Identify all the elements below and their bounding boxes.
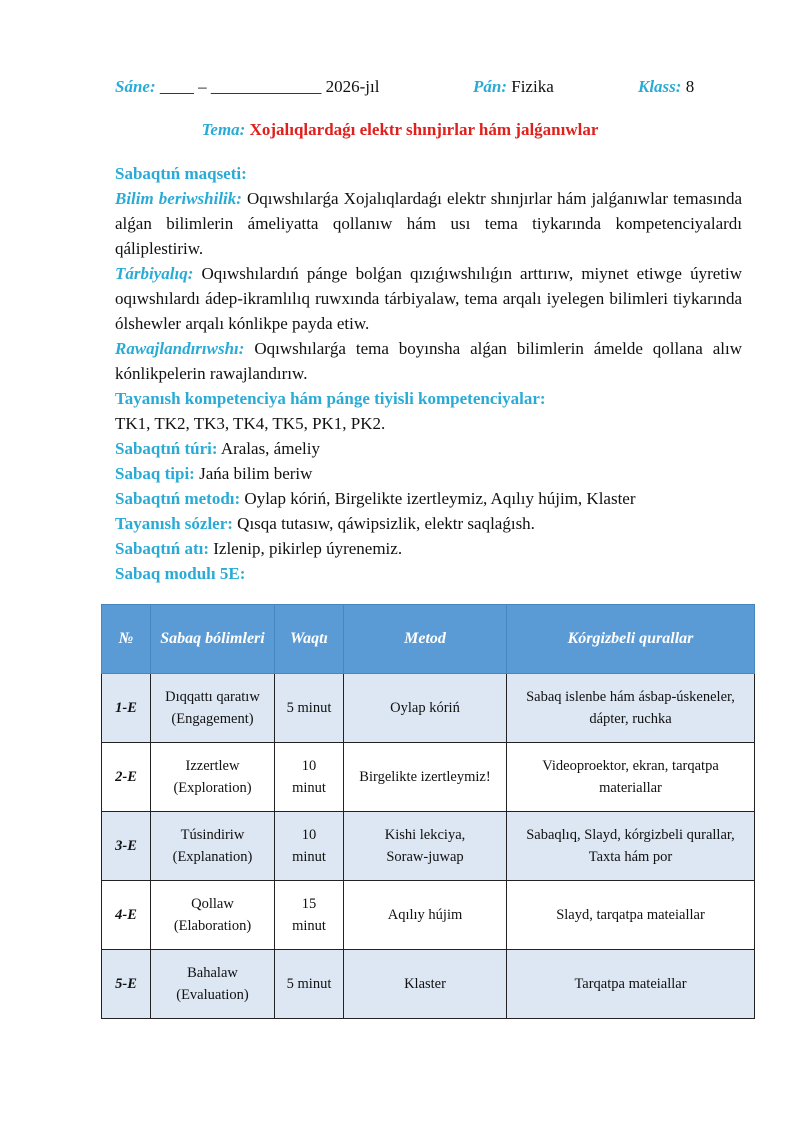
date-value: ____ – _____________ 2026-jıl [159, 77, 380, 96]
lesson-type-value: Aralas, ámeliy [220, 439, 320, 458]
upbringing-text: Oqıwshılardıń pánge bolǵan qızıǵıwshılıǵın arttırıw, miynet etiwge úyretiw oqıwshılardı ádep-ikramlılıq ruwxında tárbiyalaw, tema arqalı iyelegen bilimleri tiykarında ólshewler arqalı kónlikpe payda etiw. [115, 264, 742, 333]
subject-block [473, 77, 554, 97]
row-tools [507, 950, 755, 1019]
row-method [344, 950, 507, 1019]
lesson-method [115, 486, 742, 511]
method-value: Klaster [404, 976, 446, 992]
method-value: Kishi lekciya, [384, 827, 466, 843]
row-tools [507, 743, 755, 812]
header-tools: Kórgizbeli qurallar [507, 605, 755, 674]
tools-line-1: Tarqatpa mateiallar [574, 976, 687, 992]
time-value: 5 minut [286, 976, 332, 992]
table-header-row [102, 605, 755, 674]
method-value: Birgelikte izertleymiz! [359, 769, 491, 785]
competencies-heading: Tayanısh kompetenciya hám pánge tiyisli kompetenciyalar: [115, 389, 546, 408]
topic-label: Tema: [201, 120, 246, 139]
row-section [151, 812, 275, 881]
table-row [102, 674, 755, 743]
subject-label: Pán: [473, 77, 507, 96]
row-section [151, 881, 275, 950]
lesson-kind [115, 461, 742, 486]
lesson-type [115, 436, 742, 461]
lesson-kind-value: Jańa bilim beriw [199, 464, 313, 483]
row-num: 3-E [102, 812, 151, 881]
header-time: Waqtı [275, 605, 344, 674]
header-num: № [102, 605, 151, 674]
row-num: 5-E [102, 950, 151, 1019]
row-method [344, 674, 507, 743]
row-time [275, 881, 344, 950]
time-value: 10 [301, 758, 317, 774]
section-english: (Explanation) [172, 849, 253, 865]
goals-heading: Sabaqtıń maqseti: [115, 164, 247, 183]
row-num: 2-E [102, 743, 151, 812]
lesson-method-label: Sabaqtıń metodı: [115, 489, 241, 508]
section-english: (Engagement) [171, 711, 254, 727]
header-line [115, 77, 715, 99]
upbringing-label: Tárbiyalıq: [115, 264, 194, 283]
time-value: 15 [301, 896, 317, 912]
time-value: 10 [301, 827, 317, 843]
tools-line-1: Sabaq islenbe hám ásbap-úskeneler, [526, 689, 735, 705]
row-time [275, 812, 344, 881]
table-row [102, 881, 755, 950]
date-block [115, 77, 379, 97]
key-words-value: Qısqa tutasıw, qáwipsizlik, elektr saqlaǵısh. [237, 514, 535, 533]
lesson-type-label: Sabaqtıń túri: [115, 439, 218, 458]
subject-value: Fizika [511, 77, 554, 96]
method-value-2: Soraw-juwap [386, 849, 464, 865]
section-name: Túsindiriw [180, 827, 245, 843]
tools-line-1: Sabaqlıq, Slayd, kórgizbeli qurallar, [526, 827, 735, 843]
table-row [102, 812, 755, 881]
class-value: 8 [685, 77, 695, 96]
tools-line-1: Slayd, tarqatpa mateiallar [556, 907, 705, 923]
lesson-kind-label: Sabaq tipi: [115, 464, 195, 483]
competencies-value: TK1, TK2, TK3, TK4, TK5, PK1, PK2. [115, 414, 386, 433]
row-tools [507, 881, 755, 950]
lesson-name-value: Izlenip, pikirlep úyrenemiz. [213, 539, 403, 558]
method-value: Aqılıy hújim [387, 907, 463, 923]
class-label: Klass: [638, 77, 682, 96]
date-label: Sáne: [115, 77, 156, 96]
header-method: Metod [344, 605, 507, 674]
row-section [151, 674, 275, 743]
row-time [275, 674, 344, 743]
row-tools [507, 812, 755, 881]
header-section: Sabaq bólimleri [151, 605, 275, 674]
key-words [115, 511, 742, 536]
time-unit: minut [292, 780, 326, 796]
topic-title: Xojalıqlardaǵı elektr shınjırlar hám jalǵanıwlar [249, 120, 599, 139]
tools-line-2: dápter, ruchka [589, 711, 672, 727]
row-method [344, 812, 507, 881]
row-method [344, 743, 507, 812]
lesson-name [115, 536, 742, 561]
section-name: Dıqqattı qaratıw [165, 689, 260, 705]
section-english: (Evaluation) [176, 987, 249, 1003]
lesson-method-value: Oylap kóriń, Birgelikte izertleymiz, Aqılıy hújim, Klaster [244, 489, 636, 508]
row-tools [507, 674, 755, 743]
section-english: (Exploration) [173, 780, 252, 796]
row-section [151, 743, 275, 812]
section-english: (Elaboration) [173, 918, 252, 934]
lesson-name-label: Sabaqtıń atı: [115, 539, 209, 558]
section-name: Qollaw [191, 896, 234, 912]
knowledge-goal [115, 186, 742, 261]
knowledge-text: Oqıwshılarǵa Xojalıqlardaǵı elektr shınjırlar hám jalǵanıwlar temasında alǵan bilimlerin ámeliyatta qollanıw hám usı tema tiykarında kompetenciyalardı qáliplestiriw. [115, 189, 742, 258]
lesson-plan-content [115, 161, 742, 586]
developing-goal [115, 336, 742, 386]
time-unit: minut [292, 918, 326, 934]
row-time [275, 743, 344, 812]
tools-line-2: Taxta hám por [588, 849, 673, 865]
row-time [275, 950, 344, 1019]
tools-line-2: materiallar [599, 780, 662, 796]
class-block [638, 77, 694, 97]
tools-line-1: Videoproektor, ekran, tarqatpa [542, 758, 719, 774]
method-value: Oylap kóriń [390, 700, 460, 716]
key-words-label: Tayanısh sózler: [115, 514, 233, 533]
upbringing-goal [115, 261, 742, 336]
row-num: 4-E [102, 881, 151, 950]
row-method [344, 881, 507, 950]
time-value: 5 minut [286, 700, 332, 716]
row-section [151, 950, 275, 1019]
lesson-stages-table [101, 604, 755, 1019]
time-unit: minut [292, 849, 326, 865]
topic-line [0, 120, 800, 140]
table-row [102, 950, 755, 1019]
section-name: Bahalaw [187, 965, 238, 981]
row-num: 1-E [102, 674, 151, 743]
knowledge-label: Bilim beriwshilik: [115, 189, 242, 208]
table-row [102, 743, 755, 812]
developing-label: Rawajlandırıwshı: [115, 339, 245, 358]
module-heading: Sabaq modulı 5E: [115, 564, 246, 583]
section-name: Izzertlew [185, 758, 240, 774]
developing-text: Oqıwshılarǵa tema boyınsha alǵan bilimlerin ámelde qollana alıw kónlikpelerin rawajlandırıw. [115, 339, 743, 383]
